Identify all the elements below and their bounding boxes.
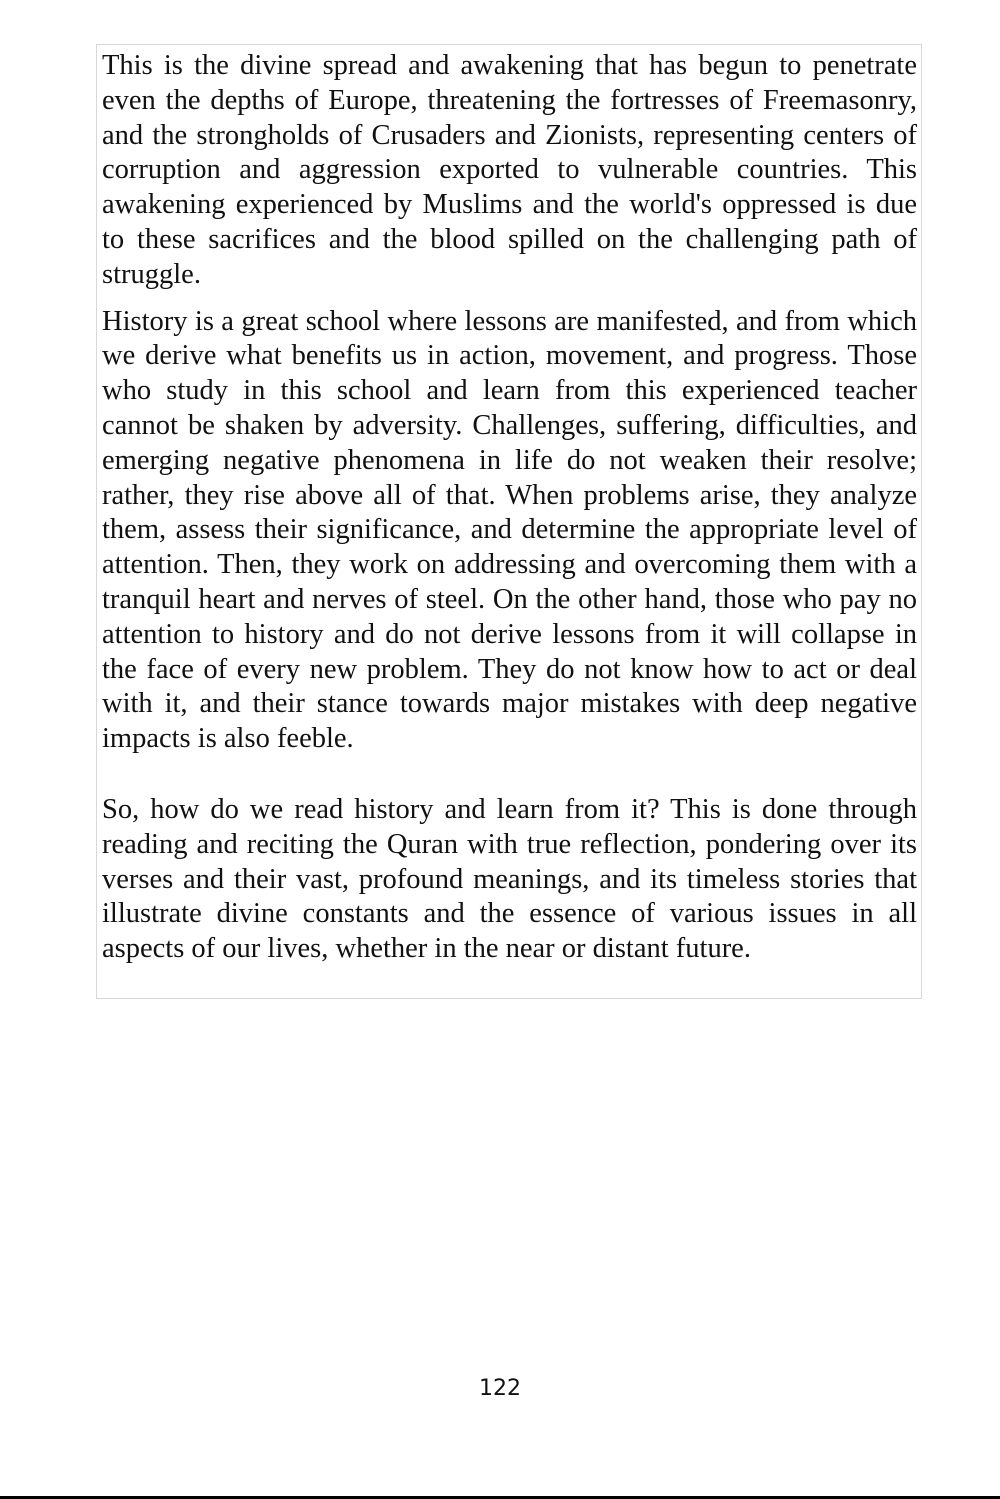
text-frame [96, 44, 922, 999]
paragraph-reading-history: So, how do we read history and learn from it? This is done through reading and reciting the Quran with true reflection, pondering over its verses and their vast, profound meanings, and its timeless stories that illustrate divine constants and the essence of various issues in all aspects of our lives, whether in the near or distant future. [102, 793, 917, 965]
paragraph-history-school: History is a great school where lessons are manifested, and from which we derive what benefits us in action, movement, and progress. Those who study in this school and learn from this experienced teacher cannot be shaken by adversity. Challenges, suffering, difficulties, and emerging negative phenomena in life do not weaken their resolve; rather, they rise above all of that. When problems arise, they analyze them, assess their significance, and determine the appropriate level of attention. Then, they work on addressing and overcoming them with a tranquil heart and nerves of steel. On the other hand, those who pay no attention to history and do not derive lessons from it will collapse in the face of every new problem. They do not know how to act or deal with it, and their stance towards major mistakes with deep negative impacts is also feeble. [102, 305, 917, 755]
page-number: 122 [479, 1376, 521, 1401]
paragraph-awakening: This is the divine spread and awakening that has begun to penetrate even the depths of Europe, threatening the fortresses of Freemasonry, and the strongholds of Crusaders and Zionists, representing centers of corruption and aggression exported to vulnerable countries. This awakening experienced by Muslims and the world's oppressed is due to these sacrifices and the blood spilled on the challenging path of struggle. [102, 50, 917, 290]
